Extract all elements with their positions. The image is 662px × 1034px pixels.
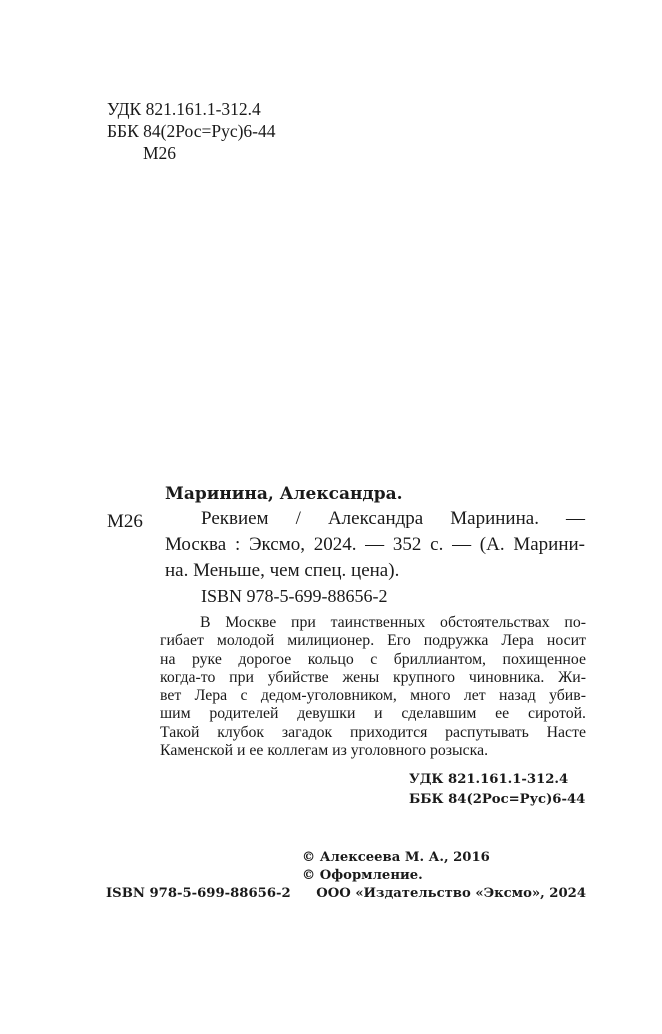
copyright-author: © Алексеева М. А., 2016 xyxy=(302,850,490,865)
annotation-line: гибает молодой милиционер. Его подружка Лера носит xyxy=(160,632,586,650)
author-heading: Маринина, Александра. xyxy=(165,484,403,504)
copyright-design: © Оформление. xyxy=(302,868,423,883)
biblio-line: Реквием / Александра Маринина. — xyxy=(201,508,585,529)
author-mark-side: М26 xyxy=(107,511,143,532)
udk-code-bottom: УДК 821.161.1-312.4 xyxy=(409,772,569,787)
copyright-publisher: ООО «Издательство «Эксмо», 2024 xyxy=(316,886,586,901)
annotation-line: В Москве при таинственных обстоятельствах по- xyxy=(200,614,586,631)
annotation-line: когда-то при убийстве жены крупного чиновника. Жи- xyxy=(160,668,586,686)
biblio-line: на. Меньше, чем спец. цена). xyxy=(165,560,400,581)
isbn-entry: ISBN 978-5-699-88656-2 xyxy=(201,586,388,606)
annotation-line: шим родителей девушки и сделавшим ее сиротой. xyxy=(160,705,586,723)
isbn-bottom: ISBN 978-5-699-88656-2 xyxy=(106,886,291,901)
annotation-line: Каменской и ее коллегам из уголовного розыска. xyxy=(160,742,489,760)
annotation-line: вет Лера с дедом-уголовником, много лет назад убив- xyxy=(160,687,586,705)
annotation-line: на руке дорогое кольцо с бриллиантом, похищенное xyxy=(160,650,586,668)
bbk-code-bottom: ББК 84(2Рос=Рус)6-44 xyxy=(409,792,586,807)
bbk-code-top: ББК 84(2Рос=Рус)6-44 xyxy=(107,121,276,141)
annotation-line: Такой клубок загадок приходится распутывать Насте xyxy=(160,723,586,741)
biblio-line: Москва : Эксмо, 2024. — 352 с. — (А. Марини- xyxy=(165,534,585,555)
bibliographic-description xyxy=(165,506,585,584)
annotation xyxy=(160,614,586,760)
author-mark-top: М26 xyxy=(143,143,177,163)
udk-code-top: УДК 821.161.1-312.4 xyxy=(107,99,261,119)
